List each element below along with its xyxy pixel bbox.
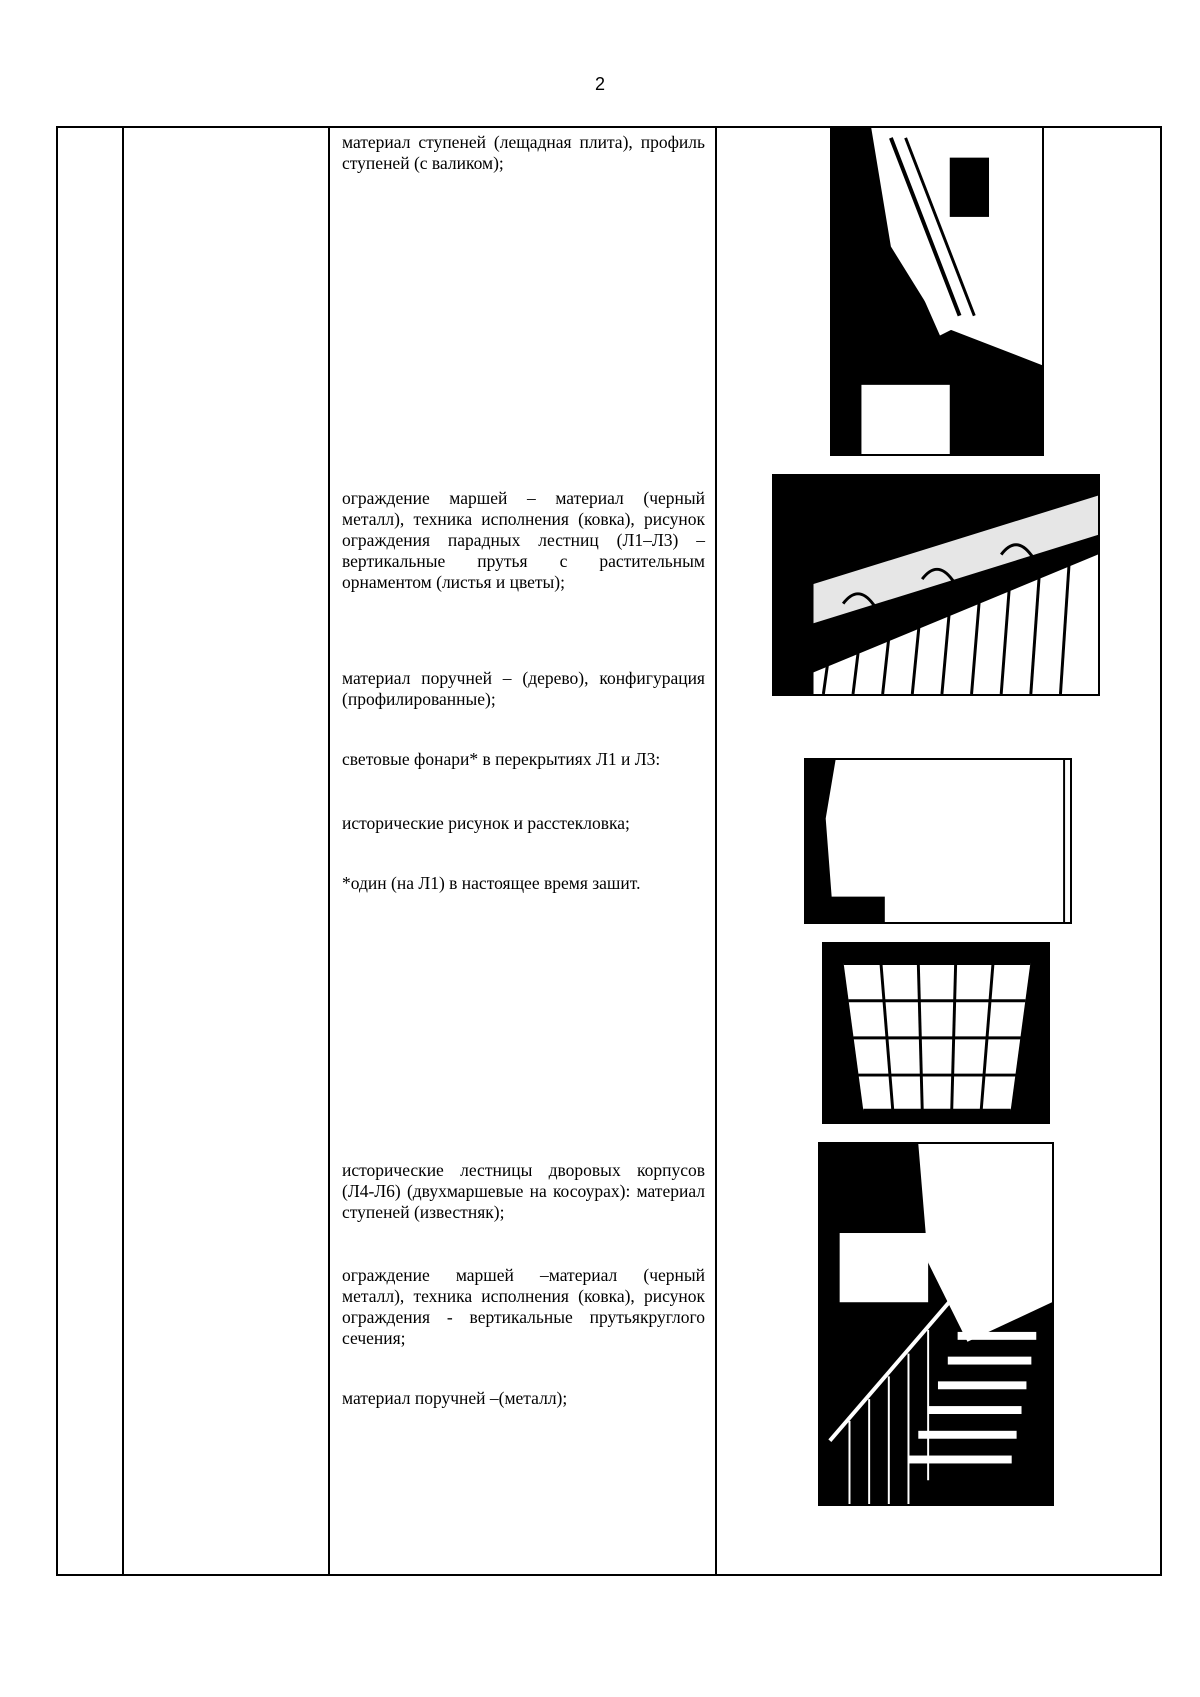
page-number: 2 <box>594 74 605 94</box>
paragraph-railing-main: ограждение маршей – материал (черный металл), техника исполнения (ковка), рисунок ограждения парадных лестниц (Л1–Л3) – вертикальные прутья с растительным орнаментом (листья и цветы); <box>342 488 705 592</box>
photo-forged-railing <box>772 474 1100 696</box>
column-divider-2 <box>328 128 330 1574</box>
column-divider-3 <box>715 128 717 1574</box>
paragraph-courtyard-railing: ограждение маршей –материал (черный металл), техника исполнения (ковка), рисунок ограждения - вертикальные прутьякруглого сечения; <box>342 1265 705 1348</box>
paragraph-footnote: *один (на Л1) в настоящее время зашит. <box>342 873 641 893</box>
paragraph-courtyard-stairs: исторические лестницы дворовых корпусов (Л4-Л6) (двухмаршевые на косоурах): материал ступеней (известняк); <box>342 1160 705 1222</box>
column-divider-1 <box>122 128 124 1574</box>
photo-skylight-grid <box>822 942 1050 1124</box>
paragraph-glazing: исторические рисунок и расстекловка; <box>342 813 630 833</box>
paragraph-skylights: световые фонари* в перекрытиях Л1 и Л3: <box>342 749 661 769</box>
photo-stair-profile <box>830 126 1044 456</box>
paragraph-steps-material: материал ступеней (лещадная плита), профиль ступеней (с валиком); <box>342 132 705 173</box>
photo-sealed-skylight <box>804 758 1072 924</box>
photo-courtyard-staircase <box>818 1142 1054 1506</box>
paragraph-handrail-metal: материал поручней –(металл); <box>342 1388 568 1408</box>
paragraph-handrail-wood: материал поручней – (дерево), конфигурация (профилированные); <box>342 668 705 709</box>
